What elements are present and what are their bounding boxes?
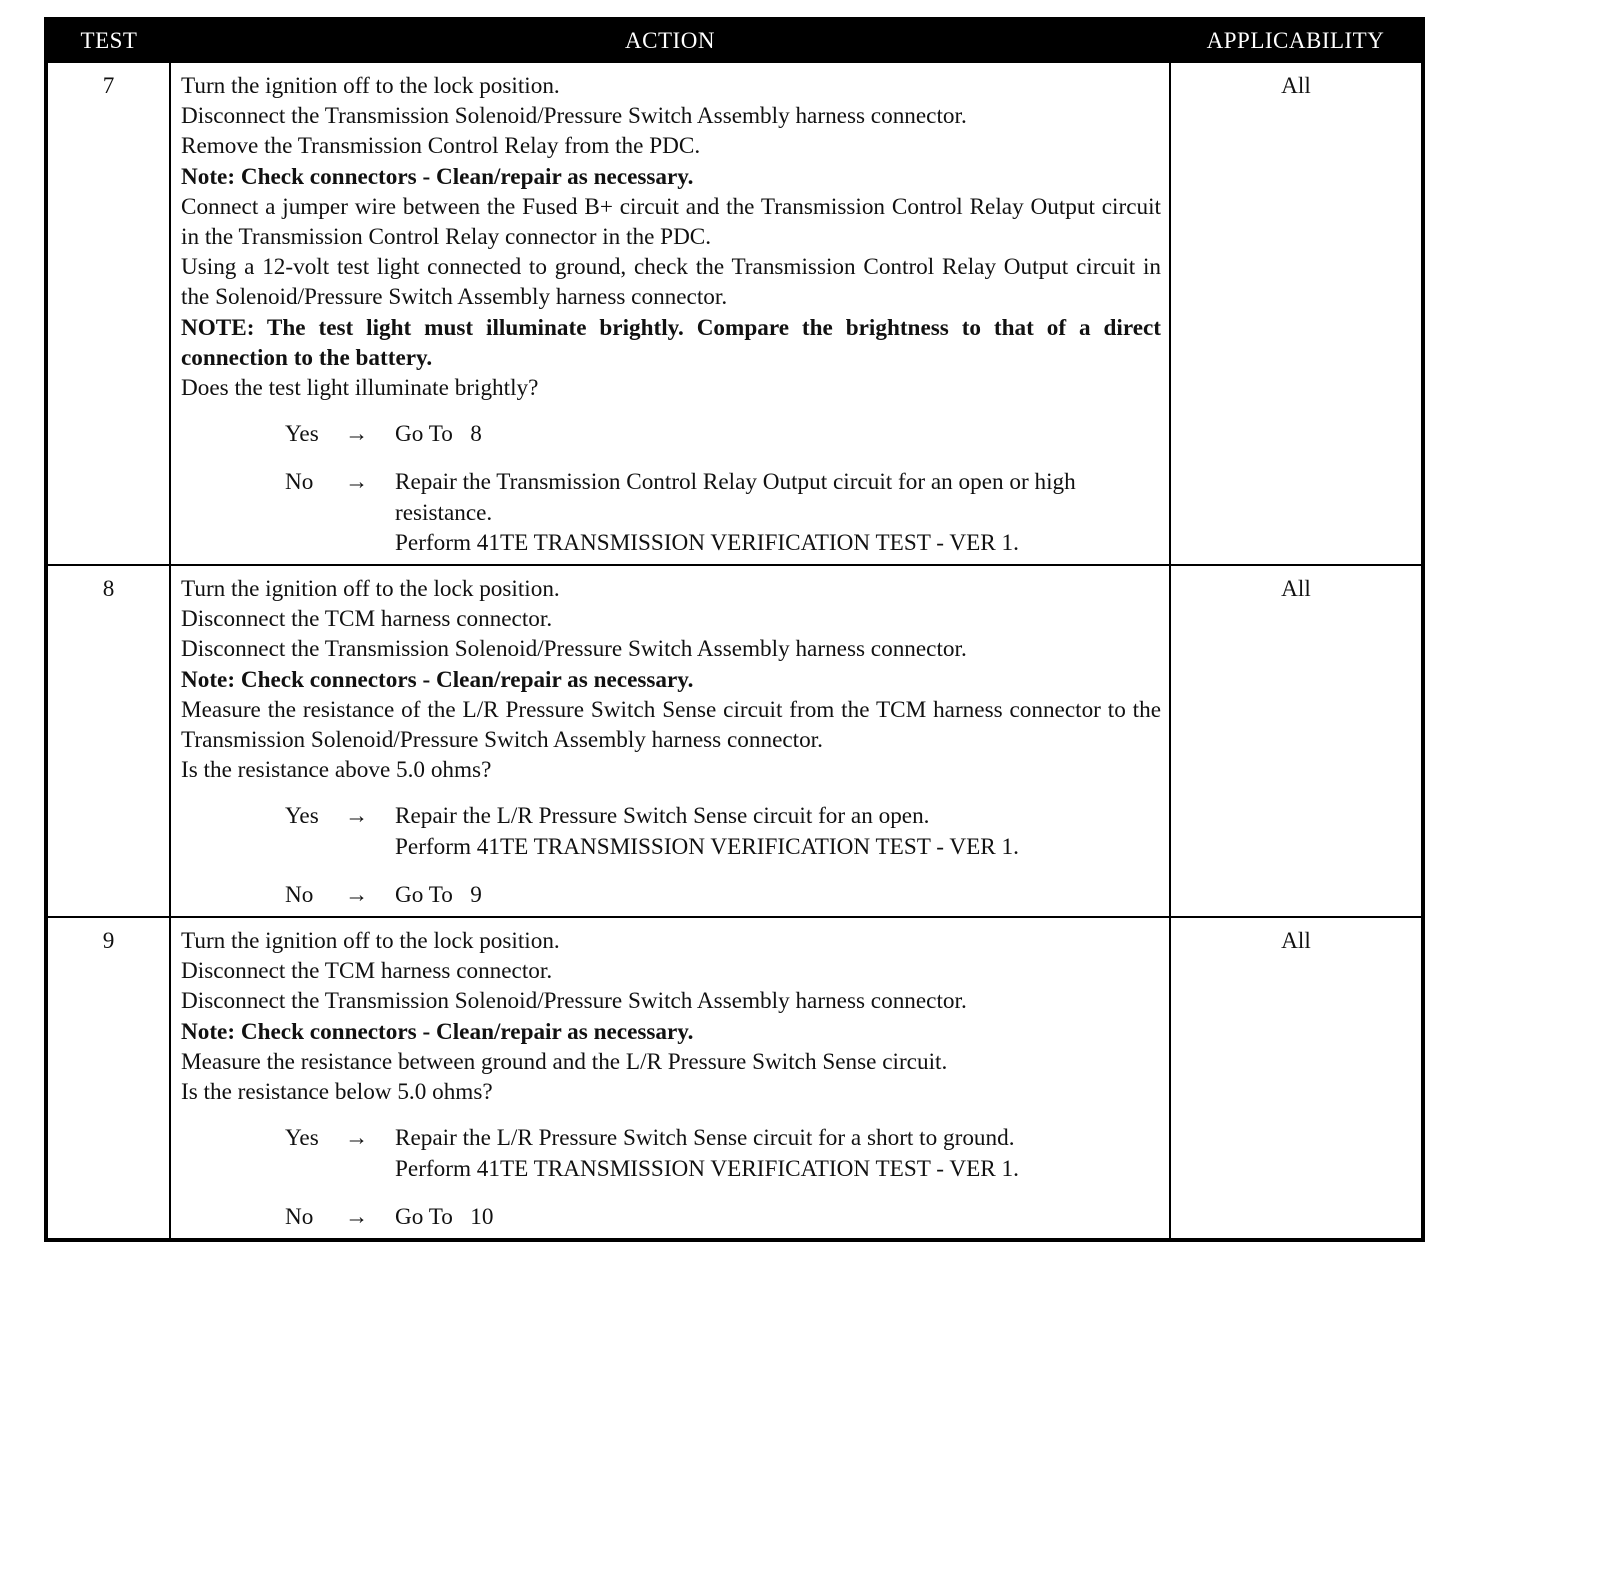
right-arrow-icon: → — [345, 881, 369, 908]
question-text: Does the test light illuminate brightly? — [181, 375, 539, 402]
step-text: Measure the resistance of the L/R Pressure Switch Sense circuit from the TCM harness connector to the Transmission Solenoid/Pressure Switch Assembly harness connector. — [181, 696, 1161, 754]
branch-line: Repair the L/R Pressure Switch Sense circuit for an open. — [395, 803, 930, 830]
applicability-value: All — [1170, 62, 1423, 565]
header-test: TEST — [46, 19, 170, 62]
result-branch-no — [285, 1202, 1161, 1232]
table-header-row — [46, 19, 1423, 62]
result-branch-no — [285, 880, 1161, 910]
branch-line: Repair the Transmission Control Relay Output circuit for an open or high resistance. — [395, 469, 1082, 526]
applicability-value: All — [1170, 565, 1423, 917]
step-text: Turn the ignition off to the lock position. — [181, 73, 560, 99]
action-cell — [170, 62, 1170, 565]
step-text: Disconnect the Transmission Solenoid/Pressure Switch Assembly harness connector. — [181, 636, 967, 663]
branch-label: No — [285, 881, 314, 908]
branch-label: No — [285, 1203, 314, 1230]
branch-text — [395, 1202, 1161, 1232]
step-text: Using a 12-volt test light connected to ground, check the Transmission Control Relay Output circuit in the Solenoid/Pressure Switch Assembly harness connector. — [181, 254, 1161, 311]
right-arrow-icon: → — [345, 469, 369, 496]
action-cell — [170, 917, 1170, 1240]
branch-text — [395, 801, 1161, 861]
branch-text — [395, 1123, 1161, 1183]
table-row — [46, 917, 1423, 1240]
step-text: Disconnect the Transmission Solenoid/Pressure Switch Assembly harness connector. — [181, 988, 967, 1015]
branch-label: Yes — [285, 803, 319, 830]
right-arrow-icon: → — [345, 803, 369, 830]
result-branch-no — [285, 467, 1161, 558]
step-text: Turn the ignition off to the lock position. — [181, 576, 560, 603]
branch-label: Yes — [285, 421, 319, 448]
question-text: Is the resistance above 5.0 ohms? — [181, 757, 492, 784]
result-branch-yes — [285, 801, 1161, 861]
header-action: ACTION — [170, 19, 1170, 62]
diagnostic-test-sheet — [44, 17, 1421, 1242]
result-branch-yes — [285, 1123, 1161, 1183]
test-number: 9 — [46, 917, 170, 1240]
step-text: Disconnect the TCM harness connector. — [181, 606, 553, 633]
test-number: 8 — [46, 565, 170, 917]
table-row — [46, 565, 1423, 917]
step-text: Measure the resistance between ground and the L/R Pressure Switch Sense circuit. — [181, 1048, 948, 1075]
note-text: Note: Check connectors - Clean/repair as necessary. — [181, 1018, 694, 1045]
branch-line: Go To 9 — [395, 881, 482, 908]
branch-label: No — [285, 469, 314, 496]
test-number: 7 — [46, 62, 170, 565]
step-text: Remove the Transmission Control Relay from the PDC. — [181, 133, 701, 160]
right-arrow-icon: → — [345, 1125, 369, 1152]
applicability-value: All — [1170, 917, 1423, 1240]
branch-label: Yes — [285, 1125, 319, 1152]
branch-line: Repair the L/R Pressure Switch Sense circuit for a short to ground. — [395, 1125, 1015, 1152]
table-body — [46, 62, 1423, 1240]
step-text: Connect a jumper wire between the Fused B+ circuit and the Transmission Control Relay Output circuit in the Transmission Control Relay connector in the PDC. — [181, 193, 1161, 251]
step-text: Turn the ignition off to the lock position. — [181, 928, 560, 955]
branch-line: Perform 41TE TRANSMISSION VERIFICATION TEST - VER 1. — [395, 833, 1019, 860]
note-text: NOTE: The test light must illuminate brightly. Compare the brightness to that of a direct connection to the battery. — [181, 314, 1161, 371]
note-text: Note: Check connectors - Clean/repair as necessary. — [181, 163, 694, 190]
branch-text — [395, 880, 1161, 910]
right-arrow-icon: → — [345, 421, 369, 448]
diagnostic-test-table — [44, 17, 1425, 1242]
action-cell — [170, 565, 1170, 917]
branch-line: Go To 10 — [395, 1203, 494, 1230]
branch-text — [395, 467, 1161, 558]
note-text: Note: Check connectors - Clean/repair as necessary. — [181, 666, 694, 693]
question-text: Is the resistance below 5.0 ohms? — [181, 1079, 493, 1106]
table-row — [46, 62, 1423, 565]
branch-line: Perform 41TE TRANSMISSION VERIFICATION TEST - VER 1. — [395, 529, 1019, 556]
right-arrow-icon: → — [345, 1203, 369, 1230]
header-applicability: APPLICABILITY — [1170, 19, 1423, 62]
result-branch-yes — [285, 419, 1161, 449]
step-text: Disconnect the TCM harness connector. — [181, 958, 553, 985]
branch-line: Go To 8 — [395, 421, 482, 448]
branch-line: Perform 41TE TRANSMISSION VERIFICATION TEST - VER 1. — [395, 1155, 1019, 1182]
branch-text — [395, 419, 1161, 449]
step-text: Disconnect the Transmission Solenoid/Pressure Switch Assembly harness connector. — [181, 103, 967, 130]
